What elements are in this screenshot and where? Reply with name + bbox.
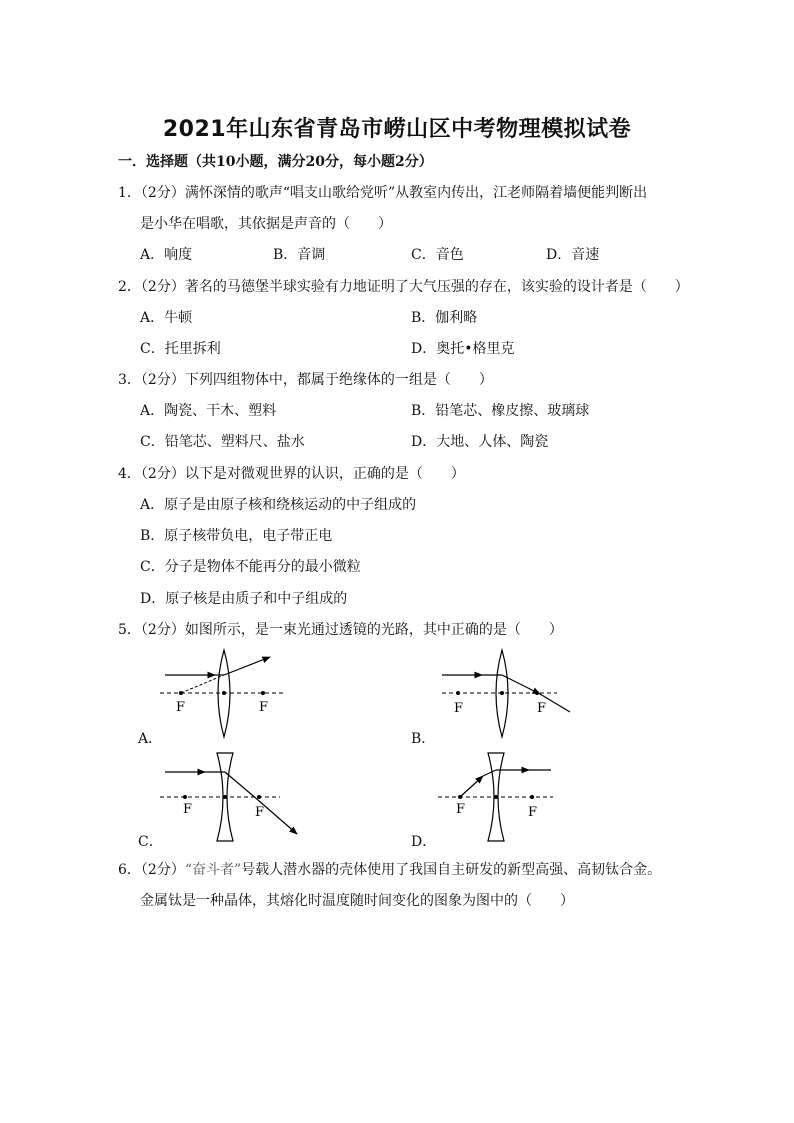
question-1-line-1: 1．（2分）满怀深情的歌声“唱支山歌给党听”从教室内传出，江老师隔着墙便能判断出 [118,185,648,201]
refracted-ray [225,772,258,800]
question-5-option-d: D． [411,834,437,850]
question-4-option-a: A．原子是由原子核和绕核运动的中子组成的 [140,497,417,513]
question-2-option-d: D．奥托•格里克 [411,341,515,357]
focus-label-left: F [456,802,466,817]
question-1-option-b: B．音调 [273,247,326,263]
question-6-number: 6．（2分） [118,862,185,878]
focus-label-right: F [528,805,538,820]
question-4-line-1: 4．（2分）以下是对微观世界的认识，正确的是（ ） [118,466,465,482]
question-1-option-a: A．响度 [140,247,193,263]
question-2-line-1: 2．（2分）著名的马德堡半球实验有力地证明了大气压强的存在，该实验的设计者是（ ） [118,279,689,295]
question-4-option-d: D．原子核是由质子和中子组成的 [140,591,348,607]
question-5-option-a: A． [138,731,163,747]
incident-ray [460,776,483,797]
diagram-c [155,750,305,845]
focus-label-left: F [183,802,193,817]
focus-label-left: F [176,700,186,715]
question-1-option-d: D．音速 [546,247,600,263]
question-1-option-c: C．音色 [411,247,464,263]
focus-label-right: F [537,701,547,716]
question-3-line-1: 3．（2分）下列四组物体中，都属于绝缘体的一组是（ ） [118,372,493,388]
focus-label-right: F [259,700,269,715]
question-3-option-a: A．陶瓷、干木、塑料 [140,403,277,419]
question-2-option-c: C．托里拆利 [140,341,221,357]
question-4-option-b: B．原子核带负电，电子带正电 [140,528,333,544]
focus-label-right: F [255,805,265,820]
question-3-option-d: D．大地、人体、陶瓷 [411,434,549,450]
question-3-option-b: B．铅笔芯、橡皮擦、玻璃球 [411,403,590,419]
diagram-b [437,645,577,745]
diagram-a [155,645,295,745]
diagram-d [433,750,573,845]
question-5-option-b: B． [411,731,436,747]
question-5-option-c: C． [138,834,163,850]
question-6-text: 号载人潜水器的壳体使用了我国自主研发的新型高强、高韧钛合金。 [241,862,662,878]
section-heading: 一．选择题（共10小题，满分20分，每小题2分） [118,154,433,170]
question-2-option-b: B．伽利略 [411,310,478,326]
question-6-line-2: 金属钛是一种晶体，其熔化时温度随时间变化的图象为图中的（ ） [140,893,574,909]
question-1-line-2: 是小华在唱歌，其依据是声音的（ ） [140,216,392,232]
focus-label-left: F [454,701,464,716]
question-2-option-a: A．牛顿 [140,310,193,326]
question-4-option-c: C．分子是物体不能再分的最小微粒 [140,559,361,575]
question-3-option-c: C．铅笔芯、塑料尺、盐水 [140,434,305,450]
page-title: 2021年山东省青岛市崂山区中考物理模拟试卷 [162,117,632,142]
question-6-line-1 [118,860,661,880]
refracted-ray [224,657,270,675]
question-6-quote: “奋斗者” [184,862,242,878]
question-5-line-1: 5．（2分）如图所示，是一束光通过透镜的光路，其中正确的是（ ） [118,622,563,638]
